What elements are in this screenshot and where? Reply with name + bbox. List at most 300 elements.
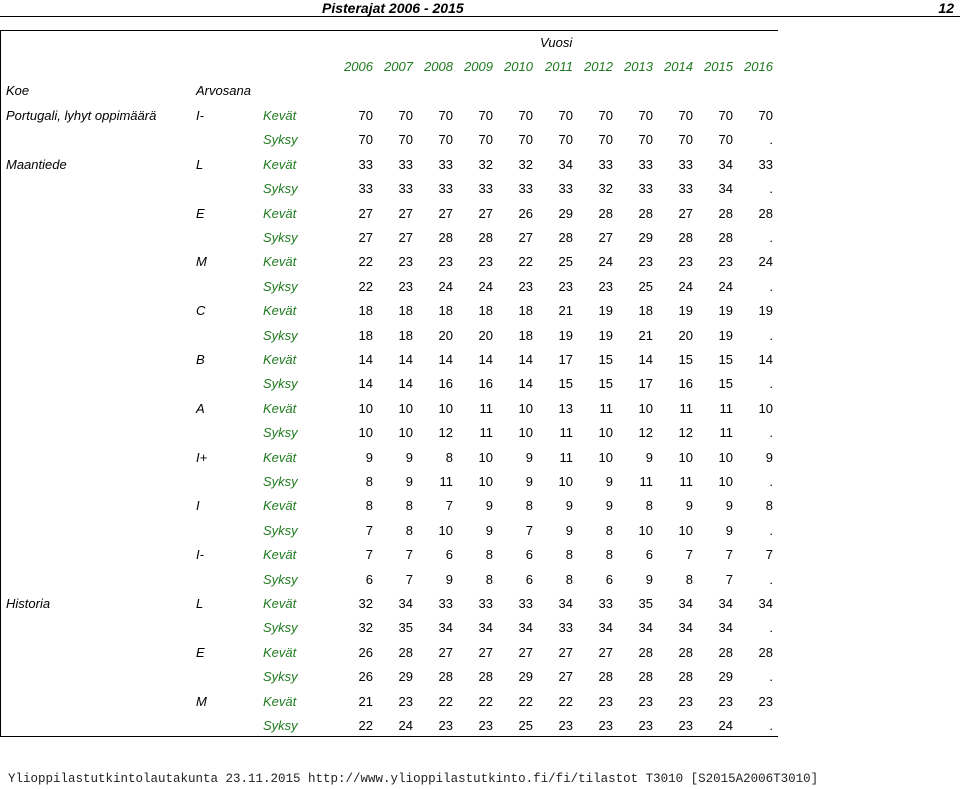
- score-cell: 19: [558, 328, 573, 343]
- score-cell: 28: [558, 230, 573, 245]
- score-cell: 33: [478, 181, 493, 196]
- score-cell: 29: [638, 230, 653, 245]
- year-header: 2006: [344, 59, 373, 74]
- score-cell: 70: [718, 132, 733, 147]
- score-cell: 14: [398, 352, 413, 367]
- score-cell: 10: [518, 401, 533, 416]
- table-bottom-border: [0, 736, 778, 737]
- score-cell: 23: [438, 718, 453, 733]
- season-label: Kevät: [263, 498, 297, 513]
- score-cell: 10: [438, 401, 453, 416]
- score-cell: 27: [358, 206, 373, 221]
- score-cell: .: [769, 523, 773, 538]
- score-cell: 29: [398, 669, 413, 684]
- score-cell: .: [769, 718, 773, 733]
- score-cell: 32: [358, 620, 373, 635]
- score-cell: 14: [398, 376, 413, 391]
- score-cell: 9: [525, 450, 533, 465]
- year-header: 2014: [664, 59, 693, 74]
- score-cell: 34: [518, 620, 533, 635]
- score-cell: 22: [558, 694, 573, 709]
- score-cell: 8: [445, 450, 453, 465]
- score-cell: 11: [439, 474, 453, 489]
- score-cell: 9: [405, 450, 413, 465]
- score-cell: 11: [479, 425, 493, 440]
- score-cell: 10: [678, 523, 693, 538]
- score-cell: 70: [438, 108, 453, 123]
- season-label: Syksy: [263, 132, 298, 147]
- score-cell: 10: [638, 401, 653, 416]
- score-cell: 28: [638, 669, 653, 684]
- year-header: 2013: [624, 59, 653, 74]
- score-cell: 23: [638, 254, 653, 269]
- score-cell: 27: [358, 230, 373, 245]
- score-cell: 23: [678, 254, 693, 269]
- score-cell: 11: [599, 401, 613, 416]
- score-cell: 9: [605, 498, 613, 513]
- score-cell: 9: [645, 572, 653, 587]
- score-cell: 14: [518, 376, 533, 391]
- score-cell: .: [769, 620, 773, 635]
- score-cell: 34: [758, 596, 773, 611]
- score-cell: 27: [558, 645, 573, 660]
- score-cell: 27: [398, 230, 413, 245]
- season-label: Kevät: [263, 352, 297, 367]
- score-cell: 9: [605, 474, 613, 489]
- score-cell: 26: [518, 206, 533, 221]
- score-cell: 23: [398, 279, 413, 294]
- score-cell: 10: [718, 474, 733, 489]
- score-cell: .: [769, 328, 773, 343]
- vuosi-header: Vuosi: [540, 35, 573, 50]
- score-cell: 15: [558, 376, 573, 391]
- score-cell: 8: [605, 547, 613, 562]
- score-cell: 28: [718, 230, 733, 245]
- score-cell: 8: [605, 523, 613, 538]
- season-label: Kevät: [263, 108, 297, 123]
- score-cell: 22: [518, 254, 533, 269]
- exam-name: Historia: [6, 596, 51, 611]
- season-label: Kevät: [263, 206, 297, 221]
- year-header: 2010: [504, 59, 533, 74]
- score-cell: 6: [645, 547, 653, 562]
- score-cell: 23: [718, 254, 733, 269]
- grade-label: B: [196, 352, 205, 367]
- score-cell: 23: [558, 718, 573, 733]
- score-cell: 24: [478, 279, 493, 294]
- score-cell: 23: [398, 254, 413, 269]
- score-cell: 27: [438, 206, 453, 221]
- score-cell: 33: [358, 181, 373, 196]
- season-label: Kevät: [263, 645, 297, 660]
- score-cell: 10: [398, 401, 413, 416]
- year-header: 2012: [584, 59, 613, 74]
- score-cell: 70: [718, 108, 733, 123]
- score-cell: 14: [518, 352, 533, 367]
- score-cell: 19: [718, 328, 733, 343]
- score-cell: 8: [405, 498, 413, 513]
- score-cell: 7: [765, 547, 773, 562]
- score-cell: 34: [598, 620, 613, 635]
- score-cell: 19: [758, 303, 773, 318]
- score-cell: 33: [638, 181, 653, 196]
- score-cell: 23: [438, 254, 453, 269]
- score-cell: 29: [558, 206, 573, 221]
- score-cell: 33: [638, 157, 653, 172]
- page-number: 12: [938, 0, 954, 16]
- score-cell: 6: [365, 572, 373, 587]
- grade-label: I: [196, 498, 200, 513]
- score-cell: 70: [518, 132, 533, 147]
- score-cell: 20: [438, 328, 453, 343]
- score-cell: 28: [438, 230, 453, 245]
- score-cell: .: [769, 572, 773, 587]
- score-cell: 23: [598, 694, 613, 709]
- score-cell: 33: [558, 181, 573, 196]
- score-cell: 28: [718, 206, 733, 221]
- score-cell: 15: [678, 352, 693, 367]
- score-cell: 20: [678, 328, 693, 343]
- score-cell: 35: [398, 620, 413, 635]
- score-cell: 33: [398, 181, 413, 196]
- score-cell: 6: [445, 547, 453, 562]
- score-cell: 10: [638, 523, 653, 538]
- score-cell: 33: [358, 157, 373, 172]
- score-cell: 18: [358, 303, 373, 318]
- score-cell: 28: [478, 230, 493, 245]
- year-header: 2015: [704, 59, 733, 74]
- score-cell: 33: [558, 620, 573, 635]
- score-cell: .: [769, 376, 773, 391]
- score-cell: 14: [358, 376, 373, 391]
- score-cell: 8: [365, 474, 373, 489]
- season-label: Syksy: [263, 718, 298, 733]
- score-cell: 28: [678, 645, 693, 660]
- score-cell: 24: [718, 718, 733, 733]
- score-cell: 28: [598, 669, 613, 684]
- exam-name: Maantiede: [6, 157, 67, 172]
- score-cell: 28: [478, 669, 493, 684]
- score-cell: 6: [605, 572, 613, 587]
- score-cell: 32: [358, 596, 373, 611]
- score-cell: 7: [725, 547, 733, 562]
- score-cell: 33: [398, 157, 413, 172]
- score-cell: 7: [685, 547, 693, 562]
- score-cell: 33: [478, 596, 493, 611]
- year-header: 2008: [424, 59, 453, 74]
- score-cell: 34: [438, 620, 453, 635]
- score-cell: 33: [518, 596, 533, 611]
- score-cell: 23: [678, 694, 693, 709]
- score-cell: 18: [398, 303, 413, 318]
- grade-label: L: [196, 157, 204, 172]
- score-cell: 33: [758, 157, 773, 172]
- score-cell: 11: [719, 401, 733, 416]
- score-cell: 23: [598, 279, 613, 294]
- grade-label: M: [196, 694, 207, 709]
- score-cell: 11: [639, 474, 653, 489]
- score-cell: 14: [758, 352, 773, 367]
- page-title: Pisterajat 2006 - 2015: [322, 0, 464, 16]
- score-cell: 15: [598, 376, 613, 391]
- score-cell: 22: [358, 279, 373, 294]
- score-cell: 10: [358, 425, 373, 440]
- score-cell: 32: [598, 181, 613, 196]
- score-cell: 9: [645, 450, 653, 465]
- score-cell: .: [769, 279, 773, 294]
- score-cell: 23: [478, 254, 493, 269]
- score-cell: 23: [558, 279, 573, 294]
- grade-label: M: [196, 254, 207, 269]
- grade-label: L: [196, 596, 204, 611]
- score-cell: 23: [758, 694, 773, 709]
- score-cell: 24: [718, 279, 733, 294]
- score-cell: .: [769, 425, 773, 440]
- score-cell: 34: [678, 620, 693, 635]
- season-label: Kevät: [263, 303, 297, 318]
- score-cell: 28: [398, 645, 413, 660]
- score-cell: 34: [558, 596, 573, 611]
- score-cell: 27: [518, 230, 533, 245]
- score-cell: 8: [565, 572, 573, 587]
- exam-name: Portugali, lyhyt oppimäärä: [6, 108, 157, 123]
- season-label: Syksy: [263, 474, 298, 489]
- year-header: 2011: [545, 59, 573, 74]
- score-cell: .: [769, 132, 773, 147]
- score-cell: 22: [478, 694, 493, 709]
- season-label: Syksy: [263, 669, 298, 684]
- season-label: Syksy: [263, 181, 298, 196]
- table-left-border: [0, 30, 1, 737]
- score-cell: 34: [638, 620, 653, 635]
- score-cell: 10: [398, 425, 413, 440]
- score-cell: 8: [765, 498, 773, 513]
- score-cell: 27: [558, 669, 573, 684]
- score-cell: 13: [558, 401, 573, 416]
- score-cell: 25: [558, 254, 573, 269]
- score-cell: 17: [638, 376, 653, 391]
- score-cell: .: [769, 181, 773, 196]
- score-cell: 24: [598, 254, 613, 269]
- score-cell: 19: [598, 328, 613, 343]
- score-cell: 7: [365, 523, 373, 538]
- score-cell: 70: [598, 132, 613, 147]
- score-cell: 19: [598, 303, 613, 318]
- score-cell: 29: [718, 669, 733, 684]
- season-label: Syksy: [263, 620, 298, 635]
- score-cell: 27: [398, 206, 413, 221]
- score-cell: 8: [485, 547, 493, 562]
- score-cell: 27: [598, 230, 613, 245]
- score-cell: 10: [438, 523, 453, 538]
- score-cell: 23: [398, 694, 413, 709]
- season-label: Kevät: [263, 547, 297, 562]
- score-cell: 11: [479, 401, 493, 416]
- score-cell: 29: [518, 669, 533, 684]
- score-cell: 28: [758, 206, 773, 221]
- score-cell: 8: [485, 572, 493, 587]
- season-label: Kevät: [263, 254, 297, 269]
- score-cell: 12: [638, 425, 653, 440]
- score-cell: 7: [405, 572, 413, 587]
- grade-label: I-: [196, 547, 204, 562]
- score-cell: 28: [678, 669, 693, 684]
- score-cell: 8: [365, 498, 373, 513]
- score-cell: 11: [719, 425, 733, 440]
- score-cell: 21: [638, 328, 653, 343]
- year-header: 2007: [384, 59, 413, 74]
- score-cell: 27: [438, 645, 453, 660]
- score-cell: 70: [558, 132, 573, 147]
- score-cell: 28: [678, 230, 693, 245]
- koe-header: Koe: [6, 83, 30, 98]
- score-cell: 23: [638, 694, 653, 709]
- grade-label: E: [196, 645, 205, 660]
- score-cell: 10: [478, 474, 493, 489]
- score-cell: 7: [445, 498, 453, 513]
- score-cell: 10: [758, 401, 773, 416]
- score-cell: 10: [558, 474, 573, 489]
- score-cell: 7: [725, 572, 733, 587]
- score-cell: 9: [725, 523, 733, 538]
- score-cell: 24: [438, 279, 453, 294]
- score-cell: 9: [405, 474, 413, 489]
- grade-label: I-: [196, 108, 204, 123]
- score-cell: 70: [398, 108, 413, 123]
- grade-label: A: [196, 401, 205, 416]
- score-cell: .: [769, 474, 773, 489]
- score-cell: 11: [679, 474, 693, 489]
- score-cell: 70: [358, 108, 373, 123]
- score-cell: 18: [478, 303, 493, 318]
- score-cell: 9: [525, 474, 533, 489]
- score-cell: 70: [598, 108, 613, 123]
- score-cell: 70: [638, 132, 653, 147]
- score-cell: 9: [685, 498, 693, 513]
- season-label: Syksy: [263, 328, 298, 343]
- score-cell: 18: [518, 303, 533, 318]
- score-cell: 9: [765, 450, 773, 465]
- grade-label: I+: [196, 450, 208, 465]
- score-cell: 14: [358, 352, 373, 367]
- score-cell: 8: [645, 498, 653, 513]
- score-cell: 23: [718, 694, 733, 709]
- score-cell: 33: [678, 157, 693, 172]
- year-header: 2009: [464, 59, 493, 74]
- score-cell: 11: [559, 425, 573, 440]
- score-cell: 21: [358, 694, 373, 709]
- score-cell: 33: [518, 181, 533, 196]
- score-cell: 14: [638, 352, 653, 367]
- season-label: Kevät: [263, 450, 297, 465]
- score-cell: 28: [758, 645, 773, 660]
- score-cell: 23: [518, 279, 533, 294]
- score-cell: 11: [559, 450, 573, 465]
- table-top-border: [0, 30, 778, 31]
- score-cell: 33: [438, 181, 453, 196]
- season-label: Syksy: [263, 572, 298, 587]
- season-label: Kevät: [263, 694, 297, 709]
- score-cell: 28: [598, 206, 613, 221]
- grade-label: C: [196, 303, 206, 318]
- score-cell: 33: [438, 596, 453, 611]
- score-cell: 32: [478, 157, 493, 172]
- season-label: Kevät: [263, 401, 297, 416]
- score-cell: 15: [718, 376, 733, 391]
- score-cell: 15: [598, 352, 613, 367]
- score-cell: 22: [358, 254, 373, 269]
- score-cell: 9: [485, 523, 493, 538]
- score-cell: 70: [478, 132, 493, 147]
- score-cell: 27: [598, 645, 613, 660]
- score-cell: 9: [725, 498, 733, 513]
- score-cell: 12: [678, 425, 693, 440]
- score-cell: 26: [358, 669, 373, 684]
- score-cell: 20: [478, 328, 493, 343]
- score-cell: 12: [438, 425, 453, 440]
- score-cell: 9: [445, 572, 453, 587]
- score-cell: 23: [598, 718, 613, 733]
- score-cell: 27: [518, 645, 533, 660]
- score-cell: 70: [638, 108, 653, 123]
- score-cell: 70: [758, 108, 773, 123]
- score-cell: 7: [405, 547, 413, 562]
- score-cell: 8: [405, 523, 413, 538]
- score-cell: 33: [598, 157, 613, 172]
- grade-label: E: [196, 206, 205, 221]
- score-cell: 8: [525, 498, 533, 513]
- score-cell: 70: [518, 108, 533, 123]
- score-cell: 70: [558, 108, 573, 123]
- season-label: Syksy: [263, 230, 298, 245]
- score-cell: 22: [358, 718, 373, 733]
- score-cell: 18: [398, 328, 413, 343]
- score-cell: 70: [678, 132, 693, 147]
- footer-source: Ylioppilastutkintolautakunta 23.11.2015 http://www.ylioppilastutkinto.fi/fi/tilastot T3010 [S2015A2006T3010]: [8, 772, 819, 786]
- score-cell: 26: [358, 645, 373, 660]
- year-header: 2016: [744, 59, 773, 74]
- season-label: Syksy: [263, 425, 298, 440]
- score-cell: 34: [718, 620, 733, 635]
- score-cell: 34: [718, 596, 733, 611]
- score-cell: 35: [638, 596, 653, 611]
- score-cell: 16: [478, 376, 493, 391]
- score-cell: 16: [438, 376, 453, 391]
- score-cell: 8: [685, 572, 693, 587]
- score-cell: 18: [518, 328, 533, 343]
- score-cell: 18: [638, 303, 653, 318]
- score-cell: 11: [679, 401, 693, 416]
- score-cell: 8: [565, 547, 573, 562]
- score-cell: 22: [438, 694, 453, 709]
- season-label: Syksy: [263, 523, 298, 538]
- score-cell: 21: [558, 303, 573, 318]
- score-cell: 19: [718, 303, 733, 318]
- score-cell: 27: [478, 645, 493, 660]
- score-cell: 28: [638, 645, 653, 660]
- score-cell: 32: [518, 157, 533, 172]
- score-cell: 70: [438, 132, 453, 147]
- score-cell: 7: [525, 523, 533, 538]
- score-cell: 33: [598, 596, 613, 611]
- score-cell: 33: [438, 157, 453, 172]
- score-cell: 10: [358, 401, 373, 416]
- score-cell: 18: [358, 328, 373, 343]
- score-cell: 9: [485, 498, 493, 513]
- score-cell: 28: [718, 645, 733, 660]
- score-cell: 24: [398, 718, 413, 733]
- score-cell: 10: [518, 425, 533, 440]
